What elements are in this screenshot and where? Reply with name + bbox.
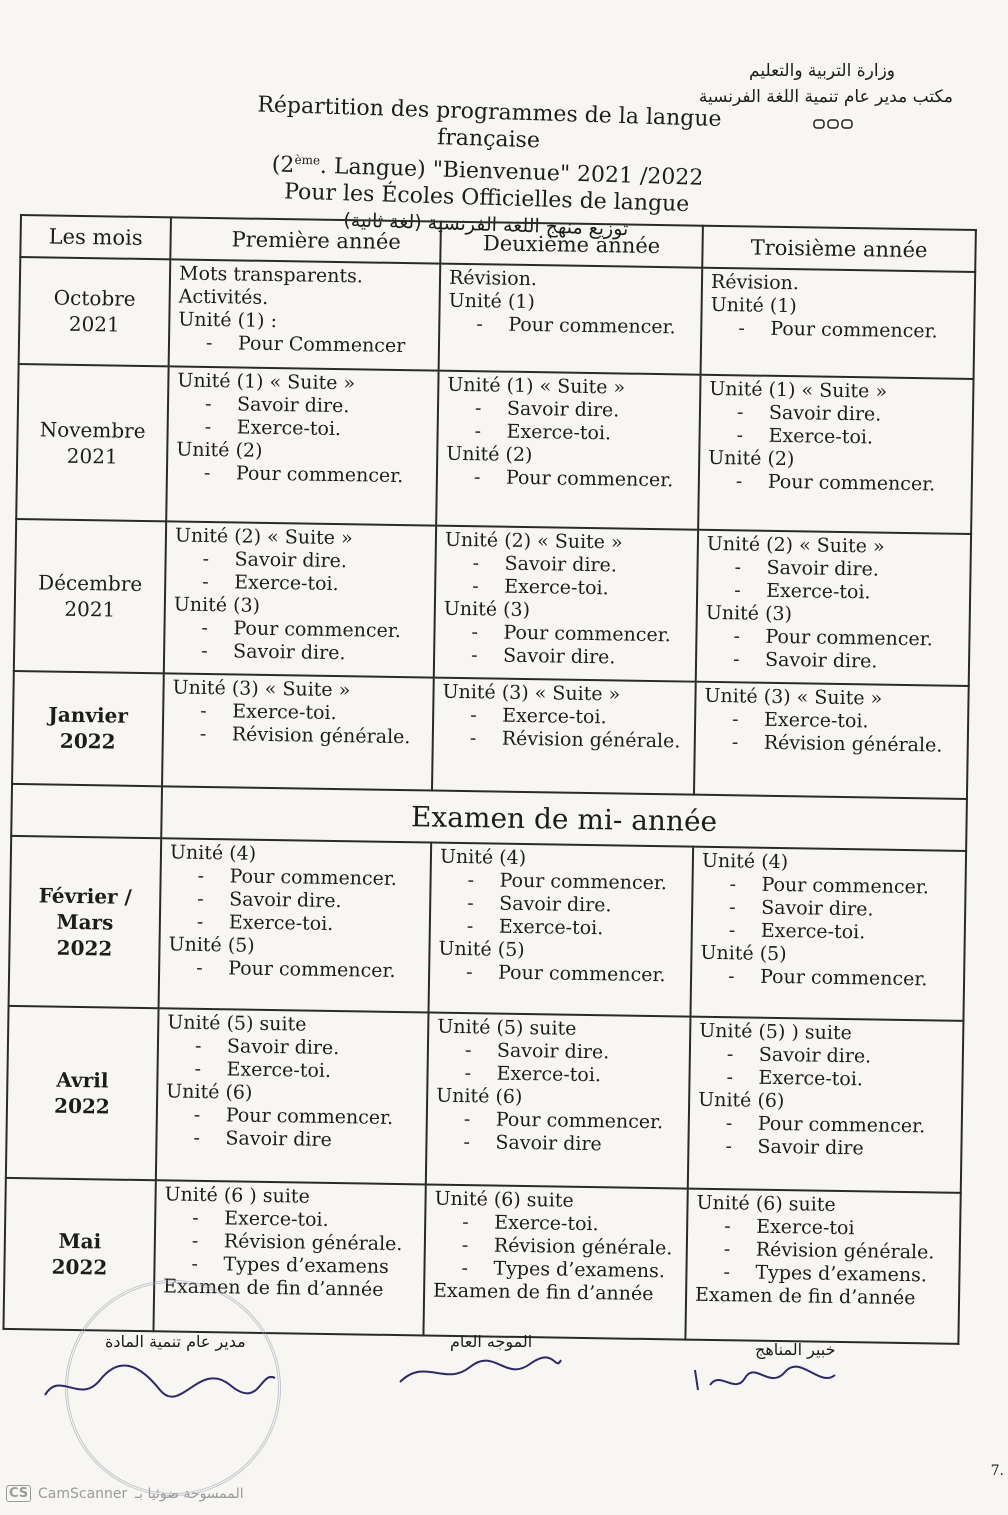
office-name: مكتب مدير عام تنمية اللغة الفرنسية — [698, 87, 953, 107]
program-item: Unité (6) — [436, 1084, 523, 1108]
month-cell — [12, 671, 164, 786]
program-cell — [426, 1012, 691, 1188]
title-line-4-ar: توزيع منهج اللغة الفرنسية (لغة ثانية) — [343, 209, 629, 241]
month-cell — [9, 836, 162, 1008]
program-cell — [164, 522, 436, 678]
program-item: Unité (5) ) suite — [699, 1019, 853, 1045]
title-line-2: (2ème. Langue) "Bienvenue" 2021 /2022 — [271, 152, 704, 191]
program-item: Unité (1) : — [178, 308, 278, 333]
program-subitem: - Exerce-toi. — [439, 915, 683, 942]
month-line: Mai — [58, 1228, 102, 1254]
program-subitem: - Révision générale. — [434, 1233, 678, 1260]
program-subitem: - Pour commencer. — [169, 865, 421, 892]
program-table-wrap — [2, 214, 974, 1345]
program-subitem: - Exerce-toi. — [176, 415, 428, 442]
program-subitem: - Pour commencer. — [173, 617, 425, 644]
program-item: Unité (1) — [448, 289, 536, 314]
program-subitem: - Révision générale. — [442, 727, 686, 754]
header-first-year: Première année — [170, 217, 441, 263]
program-subitem: - Pour commencer. — [448, 313, 692, 340]
program-cell — [696, 530, 971, 686]
program-subitem: - Exerce-toi. — [434, 1210, 678, 1237]
program-subitem: - Exerce-toi. — [698, 1066, 953, 1093]
camscanner-logo: CS — [6, 1485, 31, 1502]
signature-inspector — [395, 1352, 565, 1392]
program-subitem: - Types d’examens. — [433, 1256, 677, 1283]
signature-label-inspector: الموجه العام — [450, 1332, 533, 1351]
month-cell — [19, 257, 171, 366]
program-subitem: - Savoir dire. — [439, 892, 683, 919]
program-subitem: - Exerce-toi. — [442, 704, 686, 731]
program-item: Unité (6) — [166, 1080, 253, 1104]
program-subitem: - Révision générale. — [696, 1237, 951, 1264]
month-line: Mars — [56, 909, 114, 935]
month-line: Avril — [56, 1067, 109, 1093]
month-line: 2022 — [59, 729, 116, 754]
program-subitem: - Savoir dire. — [701, 896, 956, 923]
table-row — [16, 364, 973, 534]
signature-label-director: مدير عام تنمية المادة — [105, 1332, 246, 1351]
program-subitem: - Exerce-toi. — [444, 575, 688, 602]
program-subitem: - Pour commencer. — [705, 625, 960, 652]
program-subitem: - Exerce-toi. — [701, 919, 956, 946]
program-subitem: - Savoir dire. — [706, 556, 961, 583]
month-line: 2022 — [51, 1254, 108, 1280]
program-subitem: - Pour commencer. — [166, 1103, 418, 1130]
program-item: Unité (3) — [173, 593, 261, 618]
program-item: Unité (4) — [169, 841, 257, 866]
program-subitem: - Révision générale. — [172, 722, 424, 749]
scanned-by-text: الممسوحة ضوئيا بـ — [135, 1486, 244, 1502]
program-cell — [434, 526, 698, 682]
program-subitem: - Exerce-toi. — [706, 579, 961, 606]
program-subitem: - Savoir dire. — [709, 401, 964, 428]
program-item: Examen de fin d’année — [694, 1283, 916, 1309]
month-line: 2021 — [68, 312, 120, 338]
program-subitem: - Exerce-toi. — [172, 699, 424, 726]
month-line: 2021 — [64, 596, 116, 622]
program-item: Unité (1) « Suite » — [177, 369, 356, 395]
program-item: Unité (3) « Suite » — [704, 684, 883, 710]
program-cell — [439, 264, 703, 375]
program-item: Mots transparents. — [178, 262, 364, 288]
program-subitem: - Exerce-toi. — [708, 424, 963, 451]
program-cell — [701, 268, 976, 379]
program-subitem: - Savoir dire — [697, 1135, 952, 1162]
program-subitem: - Pour commencer. — [710, 317, 965, 344]
program-item: Unité (5) — [168, 933, 255, 958]
program-subitem: - Savoir dire. — [169, 888, 421, 915]
program-item: Unité (4) — [701, 850, 789, 874]
page-corner-mark: 7. — [990, 1463, 1004, 1479]
program-subitem: - Savoir dire. — [167, 1034, 419, 1061]
program-subitem: - Savoir dire. — [705, 648, 960, 675]
program-subitem: - Savoir dire. — [174, 548, 426, 575]
month-cell — [14, 519, 166, 673]
program-subitem: - Révision générale. — [164, 1229, 416, 1256]
program-item: Unité (1) — [710, 293, 797, 318]
program-subitem: - Révision générale. — [704, 731, 959, 758]
program-subitem: - Savoir dire. — [699, 1043, 954, 1070]
program-cell — [169, 259, 441, 370]
program-item: Unité (6 ) suite — [164, 1182, 310, 1208]
program-cell — [685, 1188, 960, 1344]
program-subitem: - Savoir dire. — [177, 392, 429, 419]
program-item: Unité (3) — [443, 598, 531, 622]
program-table — [2, 214, 976, 1345]
program-subitem: - Pour commencer. — [700, 965, 955, 992]
month-line: Novembre — [39, 417, 146, 443]
program-item: Unité (5) suite — [167, 1011, 307, 1036]
program-subitem: - Pour commencer. — [698, 1112, 953, 1139]
program-item: Unité (2) — [446, 442, 533, 467]
program-cell — [162, 673, 434, 790]
program-subitem: - Exerce-toi. — [436, 1062, 680, 1089]
program-subitem: - Savoir dire. — [447, 397, 691, 424]
program-subitem: - Savoir dire. — [173, 640, 425, 667]
program-item: Unité (1) « Suite » — [447, 373, 626, 399]
program-item: Unité (1) « Suite » — [709, 377, 888, 403]
ministry-name: وزارة التربية والتعليم — [749, 61, 895, 81]
program-subitem: - Exerce-toi. — [169, 911, 421, 938]
program-item: Unité (4) — [439, 846, 527, 870]
month-line: Décembre — [37, 570, 143, 597]
program-subitem: - Pour commencer. — [443, 621, 687, 648]
program-subitem: - Pour commencer. — [708, 470, 963, 497]
program-subitem: - Exerce-toi. — [704, 708, 959, 735]
ministry-header — [633, 58, 953, 110]
program-cell — [429, 843, 694, 1017]
table-row — [14, 519, 971, 685]
program-subitem: - Exerce-toi. — [174, 571, 426, 598]
month-cell — [6, 1006, 159, 1180]
program-item: Unité (2) — [176, 438, 263, 462]
program-item: Unité (2) — [708, 446, 795, 471]
program-item: Unité (6) — [697, 1088, 785, 1113]
program-item: Examen de fin d’année — [163, 1274, 384, 1301]
program-item: Unité (5) — [700, 942, 787, 966]
program-item: Unité (6) suite — [434, 1187, 574, 1212]
month-line: 2022 — [56, 935, 113, 961]
program-item: Unité (3) « Suite » — [442, 680, 621, 706]
exam-mid-empty — [11, 784, 162, 839]
program-item: Unité (3) — [705, 602, 793, 626]
program-subitem: - Pour commencer. — [436, 1108, 680, 1135]
month-cell — [16, 364, 168, 522]
program-item: Activités. — [178, 285, 269, 309]
program-cell — [432, 677, 696, 794]
scanner-watermark — [0, 1475, 1008, 1515]
program-cell — [690, 847, 966, 1021]
header-months: Les mois — [20, 215, 171, 259]
ornament-dots — [813, 118, 853, 134]
program-cell — [166, 366, 438, 526]
month-line: Octobre — [53, 286, 136, 312]
program-subitem: - Savoir dire. — [443, 644, 687, 671]
program-subitem: - Pour commencer. — [439, 869, 683, 896]
signature-expert — [690, 1360, 840, 1400]
signatures-area — [0, 1330, 1008, 1490]
program-item: Examen de fin d’année — [432, 1279, 654, 1305]
program-item: Révision. — [710, 270, 800, 295]
program-item: Unité (2) « Suite » — [706, 533, 885, 559]
title-line-1: Répartition des programmes de la langue française — [257, 92, 722, 154]
program-item: Unité (2) « Suite » — [444, 529, 623, 554]
program-cell — [159, 839, 432, 1013]
program-subitem: - Exerce-toi — [696, 1214, 951, 1241]
program-cell — [698, 375, 973, 535]
program-subitem: - Pour commencer. — [701, 873, 956, 900]
program-cell — [688, 1017, 964, 1193]
program-subitem: - Pour commencer. — [446, 466, 690, 493]
month-line: 2022 — [53, 1093, 111, 1119]
table-row — [9, 836, 967, 1021]
program-item: Unité (2) « Suite » — [174, 524, 353, 550]
program-subitem: - Savoir dire — [435, 1131, 679, 1158]
program-item: Révision. — [448, 266, 538, 291]
program-cell — [423, 1184, 687, 1340]
month-line: Janvier — [48, 702, 129, 729]
program-subitem: - Pour commencer. — [438, 961, 682, 988]
program-item: Unité (6) suite — [696, 1191, 836, 1216]
month-line: 2021 — [66, 443, 118, 469]
month-line: Février / — [38, 883, 133, 909]
program-subitem: - Pour commencer. — [176, 461, 428, 488]
program-cell — [436, 371, 700, 531]
program-subitem: - Types d’examens — [163, 1252, 415, 1279]
program-subitem: - Savoir dire — [165, 1126, 417, 1153]
program-cell — [694, 681, 969, 798]
header-third-year: Troisième année — [702, 226, 976, 272]
program-subitem: - Exerce-toi. — [166, 1057, 418, 1084]
camscanner-text: CamScanner — [38, 1486, 128, 1502]
program-subitem: - Savoir dire. — [444, 552, 688, 579]
program-item: Unité (5) — [438, 938, 525, 962]
table-row — [19, 257, 976, 379]
signature-label-expert: خبير المناهج — [755, 1340, 836, 1359]
header-second-year: Deuxième année — [440, 222, 703, 268]
program-subitem: - Exerce-toi. — [446, 420, 690, 447]
program-subitem: - Savoir dire. — [437, 1039, 681, 1066]
table-row — [12, 671, 969, 799]
title-line-3: Pour les Écoles Officielles de langue — [283, 179, 690, 218]
signature-director — [40, 1350, 280, 1410]
program-subitem: - Types d’examens. — [695, 1260, 950, 1287]
program-subitem: - Pour Commencer — [178, 331, 430, 358]
program-cell — [156, 1008, 429, 1184]
table-row — [6, 1006, 964, 1193]
program-item: Unité (3) « Suite » — [172, 676, 351, 702]
exam-mid-label: Examen de mi- année — [161, 786, 967, 851]
program-subitem: - Pour commencer. — [168, 957, 420, 984]
program-item: Unité (5) suite — [437, 1015, 577, 1040]
table-body — [3, 257, 975, 1344]
program-subitem: - Exerce-toi. — [164, 1206, 416, 1233]
